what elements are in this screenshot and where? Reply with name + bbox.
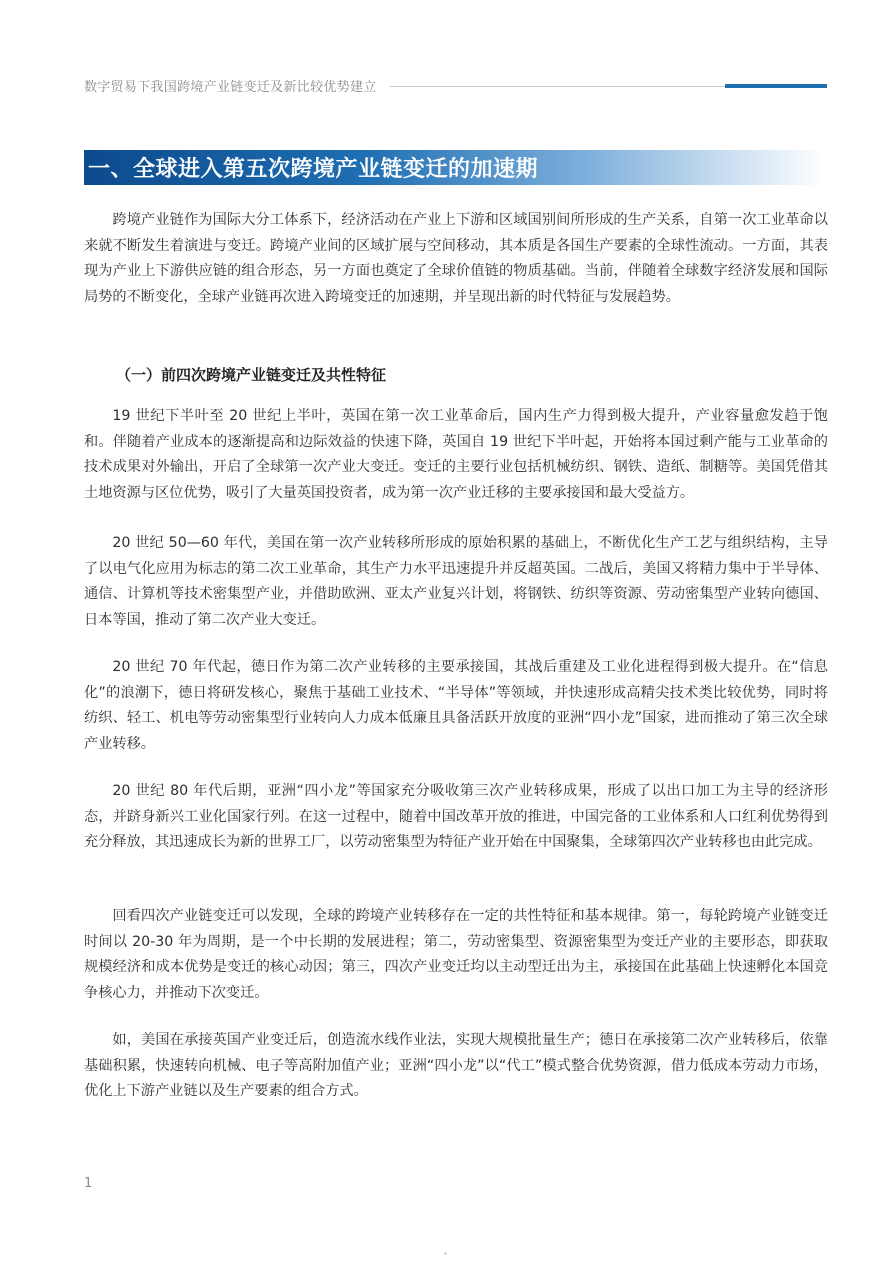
- footer-dot: [444, 1252, 447, 1255]
- header-accent-bar: [725, 84, 827, 88]
- section-title-banner: [84, 150, 826, 185]
- subsection-title: （一）前四次跨境产业链变迁及共性特征: [116, 366, 387, 384]
- body-paragraph-6: 如，美国在承接英国产业变迁后，创造流水线作业法，实现大规模批量生产；德日在承接第二次产业转移后，依靠基础积累，快速转向机械、电子等高附加值产业；亚洲“四小龙”以“代工”模式整合优势资源，借力低成本劳动力市场，优化上下游产业链以及生产要素的组合方式。: [84, 1032, 828, 1099]
- body-paragraph-1: 19 世纪下半叶至 20 世纪上半叶，英国在第一次工业革命后，国内生产力得到极大提升，产业容量愈发趋于饱和。伴随着产业成本的逐渐提高和边际效益的快速下降，英国自 19 世纪下半叶起，开始将本国过剩产能与工业革命的技术成果对外输出，开启了全球第一次产业大变迁。变迁的主要行业包括机械纺织、钢铁、造纸、制糖等。美国凭借其土地资源与区位优势，吸引了大量英国投资者，成为第一次产业迁移的主要承接国和最大受益方。: [84, 408, 828, 501]
- body-paragraph-5: 回看四次产业链变迁可以发现，全球的跨境产业转移存在一定的共性特征和基本规律。第一，每轮跨境产业链变迁时间以 20-30 年为周期，是一个中长期的发展进程；第二，劳动密集型、资源密集型为变迁产业的主要形态，即获取规模经济和成本优势是变迁的核心动因；第三，四次产业变迁均以主动型迁出为主，承接国在此基础上快速孵化本国竞争核心力，并推动下次变迁。: [84, 908, 828, 1001]
- page-number: 1: [84, 1176, 93, 1191]
- intro-paragraph: 跨境产业链作为国际大分工体系下，经济活动在产业上下游和区域国别间所形成的生产关系，自第一次工业革命以来就不断发生着演进与变迁。跨境产业间的区域扩展与空间移动，其本质是各国生产要素的全球性流动。一方面，其表现为产业上下游供应链的组合形态，另一方面也奠定了全球价值链的物质基础。当前，伴随着全球数字经济发展和国际局势的不断变化，全球产业链再次进入跨境变迁的加速期，并呈现出新的时代特征与发展趋势。: [84, 212, 828, 305]
- body-paragraph-4: 20 世纪 80 年代后期，亚洲“四小龙”等国家充分吸收第三次产业转移成果，形成了以出口加工为主导的经济形态，并跻身新兴工业化国家行列。在这一过程中，随着中国改革开放的推进，中国完备的工业体系和人口红利优势得到充分释放，其迅速成长为新的世界工厂，以劳动密集型为特征产业开始在中国聚集，全球第四次产业转移也由此完成。: [84, 783, 828, 850]
- section-title: 一、全球进入第五次跨境产业链变迁的加速期: [88, 157, 539, 182]
- running-header-title: 数字贸易下我国跨境产业链变迁及新比较优势建立: [84, 80, 377, 95]
- body-paragraph-2: 20 世纪 50—60 年代，美国在第一次产业转移所形成的原始积累的基础上，不断优化生产工艺与组织结构，主导了以电气化应用为标志的第二次工业革命，其生产力水平迅速提升并反超英国。二战后，美国又将精力集中于半导体、通信、计算机等技术密集型产业，并借助欧洲、亚太产业复兴计划，将钢铁、纺织等资源、劳动密集型产业转向德国、日本等国，推动了第二次产业大变迁。: [84, 535, 828, 628]
- body-paragraph-3: 20 世纪 70 年代起，德日作为第二次产业转移的主要承接国，其战后重建及工业化进程得到极大提升。在“信息化”的浪潮下，德日将研发核心，聚焦于基础工业技术、“半导体”等领域，并快速形成高精尖技术类比较优势，同时将纺织、轻工、机电等劳动密集型行业转向人力成本低廉且具备活跃开放度的亚洲“四小龙”国家，进而推动了第三次全球产业转移。: [84, 659, 828, 752]
- header-rule: [390, 86, 725, 87]
